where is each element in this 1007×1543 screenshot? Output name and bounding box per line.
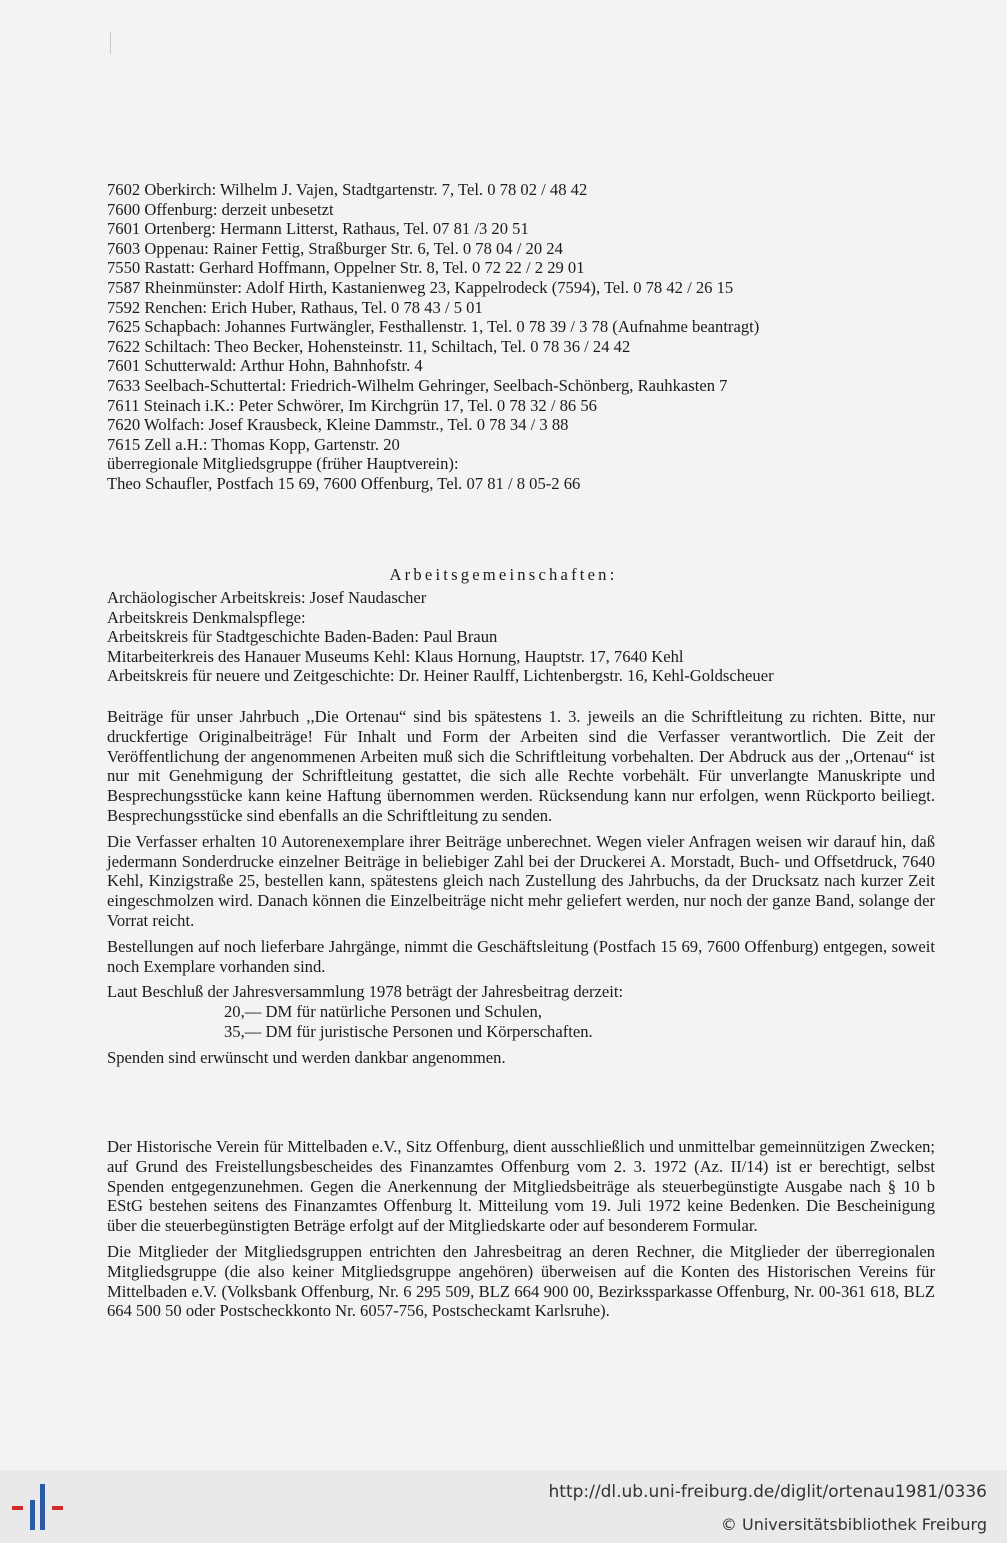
source-url-link[interactable]: http://dl.ub.uni-freiburg.de/diglit/ortenau1981/0336 bbox=[548, 1482, 987, 1502]
library-logo-icon bbox=[10, 1482, 66, 1536]
contact-list bbox=[107, 180, 937, 494]
contact-line: 7603 Oppenau: Rainer Fettig, Straßburger Str. 6, Tel. 0 78 04 / 20 24 bbox=[107, 238, 563, 258]
contact-line: 7587 Rheinmünster: Adolf Hirth, Kastanienweg 23, Kappelrodeck (7594), Tel. 0 78 42 / 26 15 bbox=[107, 277, 734, 297]
fee-line: 20,— DM für natürliche Personen und Schulen, bbox=[224, 1002, 542, 1022]
contact-line: Theo Schaufler, Postfach 15 69, 7600 Offenburg, Tel. 07 81 / 8 05-2 66 bbox=[107, 473, 581, 493]
working-group-item: Archäologischer Arbeitskreis: Josef Naudascher bbox=[107, 588, 427, 607]
contact-line: überregionale Mitgliedsgruppe (früher Hauptverein): bbox=[107, 454, 459, 474]
donation-note: Spenden sind erwünscht und werden dankbar angenommen. bbox=[107, 1047, 506, 1067]
contact-line: 7622 Schiltach: Theo Becker, Hohensteinstr. 11, Schiltach, Tel. 0 78 36 / 24 42 bbox=[107, 336, 631, 356]
tax-exemption-note: Der Historische Verein für Mittelbaden e.V., Sitz Offenburg, dient ausschließlich und unmittelbar gemeinnützigen Zwecken; auf Grund des Freistellungsbescheides des Finanzamtes Offenburg vom 2. 3. 1972 (Az. II/14) ist er berechtigt, selbst Spenden entgegenzunehmen. Gegen die Anerkennung der Mitgliedsbeiträge als steuerbegünstigte Ausgabe nach § 10 b EStG bestehen seitens des Finanzamtes Offenburg lt. Mitteilung vom 19. Juli 1972 keine Bedenken. Die Bescheinigung über die steuerbegünstigten Beträge erfolgt auf der Mitgliedskarte oder auf besonderem Formular. bbox=[107, 1137, 935, 1236]
working-group-item: Mitarbeiterkreis des Hanauer Museums Kehl: Klaus Hornung, Hauptstr. 17, 7640 Kehl bbox=[107, 646, 684, 666]
editorial-notes bbox=[107, 707, 935, 1074]
orders-note: Bestellungen auf noch lieferbare Jahrgänge, nimmt die Geschäftsleitung (Postfach 15 69, 7600 Offenburg) entgegen, soweit noch Exemplare vorhanden sind. bbox=[107, 936, 935, 976]
working-group-item: Arbeitskreis für Stadtgeschichte Baden-Baden: Paul Braun bbox=[107, 627, 498, 647]
membership-fee-note: Laut Beschluß der Jahresversammlung 1978 beträgt der Jahresbeitrag derzeit: bbox=[107, 982, 624, 1002]
contact-line: 7611 Steinach i.K.: Peter Schwörer, Im Kirchgrün 17, Tel. 0 78 32 / 86 56 bbox=[107, 395, 597, 415]
scan-mark bbox=[110, 32, 111, 54]
tax-notes bbox=[107, 1137, 935, 1327]
contact-line: 7601 Schutterwald: Arthur Hohn, Bahnhofstr. 4 bbox=[107, 356, 423, 376]
contact-line: 7615 Zell a.H.: Thomas Kopp, Gartenstr. 20 bbox=[107, 434, 400, 454]
working-group-item: Arbeitskreis Denkmalspflege: bbox=[107, 607, 306, 627]
working-groups-heading: Arbeitsgemeinschaften: bbox=[389, 565, 618, 584]
working-groups-list bbox=[107, 588, 937, 686]
contact-line: 7625 Schapbach: Johannes Furtwängler, Festhallenstr. 1, Tel. 0 78 39 / 3 78 (Aufnahme beantragt) bbox=[107, 317, 760, 337]
contact-line: 7620 Wolfach: Josef Krausbeck, Kleine Dammstr., Tel. 0 78 34 / 3 88 bbox=[107, 415, 569, 435]
contact-line: 7602 Oberkirch: Wilhelm J. Vajen, Stadtgartenstr. 7, Tel. 0 78 02 / 48 42 bbox=[107, 180, 588, 199]
working-group-item: Arbeitskreis für neuere und Zeitgeschichte: Dr. Heiner Raulff, Lichtenbergstr. 16, Kehl-Goldscheuer bbox=[107, 666, 774, 686]
contact-line: 7592 Renchen: Erich Huber, Rathaus, Tel. 0 78 43 / 5 01 bbox=[107, 297, 483, 317]
payment-note: Die Mitglieder der Mitgliedsgruppen entrichten den Jahresbeitrag an deren Rechner, die Mitglieder der überregionalen Mitgliedsgruppe (die also keiner Mitgliedsgruppe angehören) überweisen auf die Konten des Historischen Vereins für Mittelbaden e.V. (Volksbank Offenburg, Nr. 6 295 509, BLZ 664 900 00, Bezirkssparkasse Offenburg, Nr. 00-361 618, BLZ 664 500 50 oder Postscheckkonto Nr. 6057-756, Postscheckamt Karlsruhe). bbox=[107, 1241, 935, 1321]
contact-line: 7550 Rastatt: Gerhard Hoffmann, Oppelner Str. 8, Tel. 0 72 22 / 2 29 01 bbox=[107, 258, 585, 278]
footer-bar bbox=[0, 1470, 1007, 1543]
fee-line: 35,— DM für juristische Personen und Körperschaften. bbox=[224, 1021, 593, 1041]
copyright-text: © Universitätsbibliothek Freiburg bbox=[720, 1515, 987, 1534]
contact-line: 7600 Offenburg: derzeit unbesetzt bbox=[107, 199, 334, 219]
author-copies-note: Die Verfasser erhalten 10 Autorenexemplare ihrer Beiträge unberechnet. Wegen vieler Anfragen weisen wir darauf hin, daß jedermann Sonderdrucke einzelner Beiträge in beliebiger Zahl bei der Druckerei A. Morstadt, Buch- und Offsetdruck, 7640 Kehl, Kinzigstraße 25, bestellen kann, spätestens gleich nach Zustellung des Jahrbuchs, da der Drucksatz nach kurzer Zeit eingeschmolzen wird. Danach können die Einzelbeiträge nicht mehr geliefert werden, nur noch der ganze Band, solange der Vorrat reicht. bbox=[107, 831, 935, 930]
contact-line: 7633 Seelbach-Schuttertal: Friedrich-Wilhelm Gehringer, Seelbach-Schönberg, Rauhkasten 7 bbox=[107, 375, 728, 395]
contribution-note: Beiträge für unser Jahrbuch ,,Die Ortenau“ sind bis spätestens 1. 3. jeweils an die Schriftleitung zu richten. Bitte, nur druckfertige Originalbeiträge! Für Inhalt und Form der Arbeiten sind die Verfasser verantwortlich. Die Zeit der Veröffentlichung der angenommenen Arbeiten muß sich die Schriftleitung vorbehalten. Der Abdruck aus der ,,Ortenau“ ist nur mit Genehmigung der Schriftleitung gestattet, die sich alle Rechte vorbehält. Für unverlangte Manuskripte und Besprechungsstücke kann keine Haftung übernommen werden. Rücksendung kann nur erfolgen, wenn Rückporto beiliegt. Besprechungsstücke sind ebenfalls an die Schriftleitung zu senden. bbox=[107, 707, 935, 825]
contact-line: 7601 Ortenberg: Hermann Litterst, Rathaus, Tel. 07 81 /3 20 51 bbox=[107, 219, 529, 239]
